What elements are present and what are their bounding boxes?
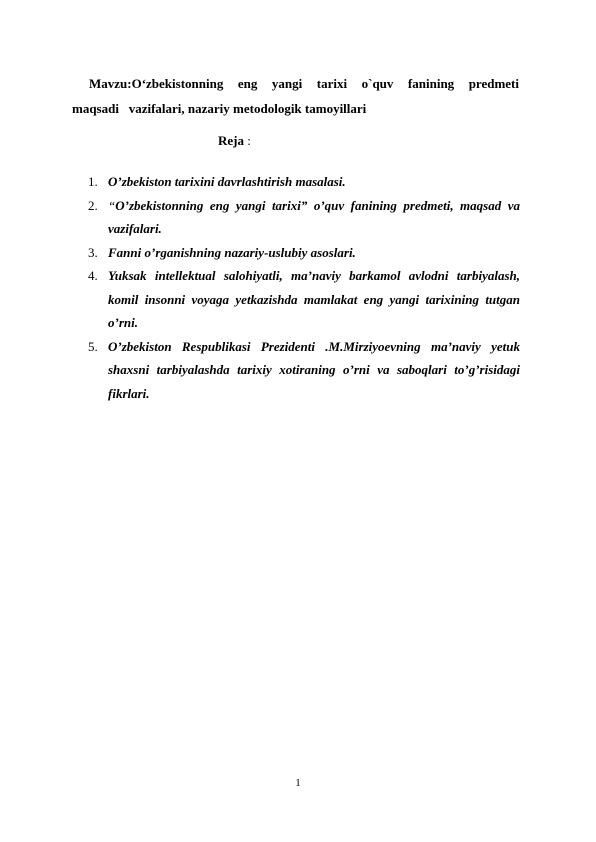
plan-item-number: 5.	[88, 338, 98, 354]
plan-heading-suffix: :	[244, 133, 251, 148]
plan-item-text-wrapper	[108, 194, 520, 241]
plan-item-3	[88, 241, 520, 265]
plan-heading	[218, 132, 251, 150]
plan-item-text: O’zbekiston Respublikasi Prezidenti .M.Mirziyoevning ma’naviy yetuk shaxsni tarbiyalashda tarixiy xotiraning o’rni va saboqlari to’g’risidagi fikrlari.	[108, 338, 520, 401]
title-line-1: Mavzu:O‘zbekistonning eng yangi tarixi o`quv fanining predmeti	[89, 76, 519, 91]
plan-item-text: O’zbekiston tarixini davrlashtirish masalasi.	[108, 174, 346, 189]
plan-item-number: 1.	[88, 174, 98, 189]
plan-item-number: 3.	[88, 244, 98, 260]
plan-item-1	[88, 170, 520, 194]
plan-item-text: Fanni o’rganishning nazariy-uslubiy asoslari.	[108, 244, 356, 260]
plan-list	[88, 170, 520, 405]
plan-heading-label: Reja	[218, 133, 244, 148]
plan-item-text: Yuksak intellektual salohiyatli, ma’naviy barkamol avlodni tarbiyalash, komil insonni voyaga yetkazishda mamlakat eng yangi tarixining tutgan o’rni.	[108, 268, 520, 330]
plan-item-open-quote: “	[108, 197, 116, 213]
document-title	[72, 71, 519, 121]
plan-item-5	[88, 335, 520, 406]
plan-item-2	[88, 194, 520, 241]
plan-item-text: O’zbekistonning eng yangi tarixi” o’quv fanining predmeti, maqsad va vazifalari.	[108, 197, 520, 236]
plan-item-4	[88, 264, 520, 335]
page-number: 1	[295, 777, 301, 789]
plan-item-number: 2.	[88, 197, 98, 213]
title-line-2: maqsadi vazifalari, nazariy metodologik tamoyillari	[72, 101, 367, 116]
plan-item-number: 4.	[88, 268, 98, 283]
